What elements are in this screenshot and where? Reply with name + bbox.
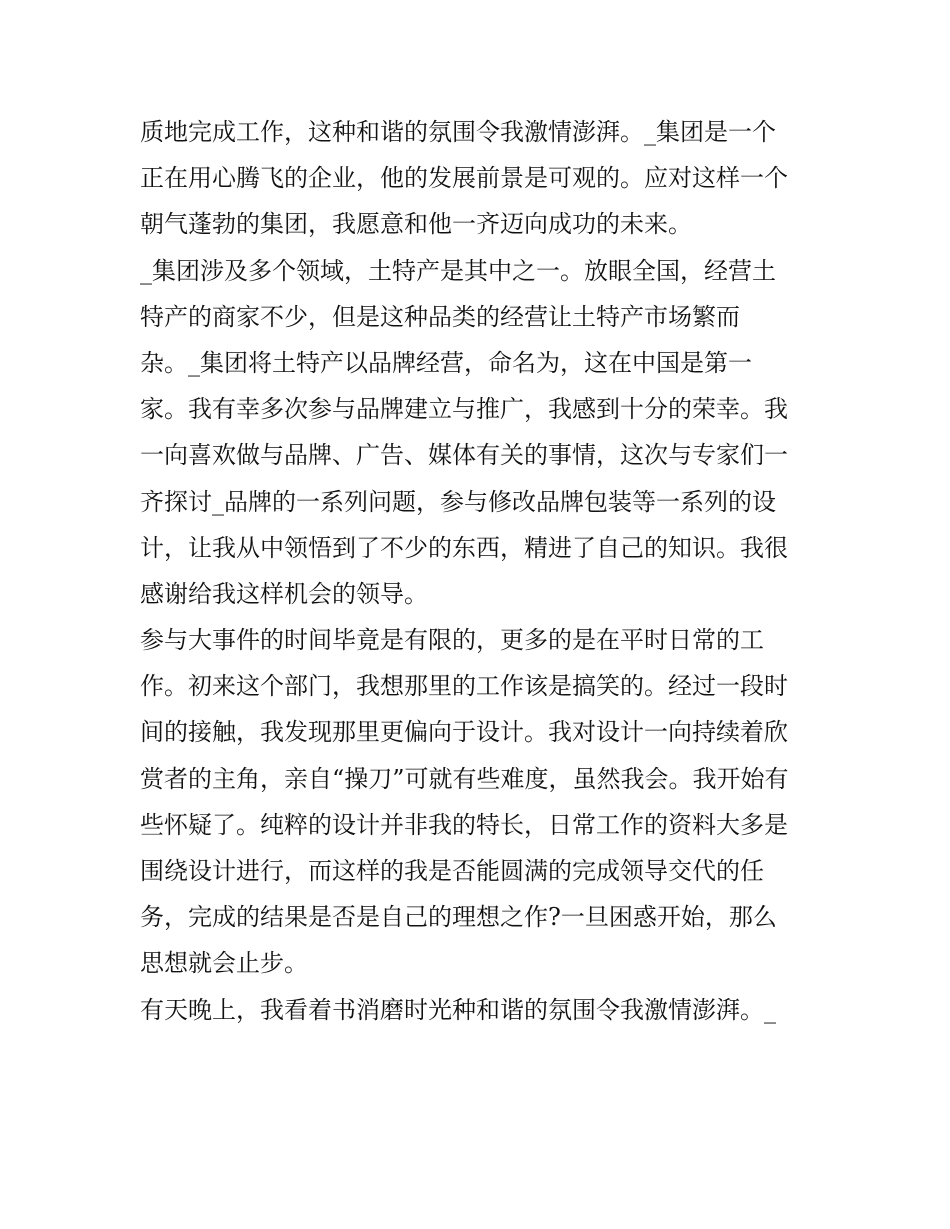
text-line: _集团涉及多个领域，土特产是其中之一。放眼全国，经营土 [140, 256, 776, 285]
text-line: 正在用心腾飞的企业，他的发展前景是可观的。应对这样一个 [140, 164, 788, 193]
text-line: 质地完成工作，这种和谐的氛围令我激情澎湃。_集团是一个 [140, 118, 776, 146]
text-line: 务，完成的结果是否是自己的理想之作?一旦困惑开始，那么 [140, 903, 777, 932]
text-line: 参与大事件的时间毕竟是有限的，更多的是在平时日常的工 [140, 626, 764, 655]
text-line: 赏者的主角，亲自“操刀”可就有些难度，虽然我会。我开始有 [140, 764, 789, 793]
text-line: 特产的商家不少，但是这种品类的经营让土特产市场繁而 [140, 302, 740, 331]
text-line: 些怀疑了。纯粹的设计并非我的特长，日常工作的资料大多是 [140, 810, 788, 839]
text-line: 间的接触，我发现那里更偏向于设计。我对设计一向持续着欣 [140, 718, 788, 747]
text-line: 朝气蓬勃的集团，我愿意和他一齐迈向成功的未来。 [140, 210, 692, 239]
body-text [140, 109, 820, 1033]
text-line: 一向喜欢做与品牌、广告、媒体有关的事情，这次与专家们一 [140, 441, 788, 470]
text-line: 感谢给我这样机会的领导。 [140, 579, 428, 608]
text-line: 作。初来这个部门，我想那里的工作该是搞笑的。经过一段时 [140, 672, 788, 701]
text-line: 计，让我从中领悟到了不少的东西，精进了自己的知识。我很 [140, 533, 788, 562]
text-line: 思想就会止步。 [140, 949, 308, 978]
text-line: 围绕设计进行，而这样的我是否能圆满的完成领导交代的任 [140, 857, 764, 885]
text-line: 齐探讨_品牌的一系列问题，参与修改品牌包装等一系列的设 [140, 487, 776, 516]
text-line: 有天晚上，我看着书消磨时光种和谐的氛围令我激情澎湃。_ [140, 995, 776, 1024]
text-line: 家。我有幸多次参与品牌建立与推广，我感到十分的荣幸。我 [140, 395, 788, 424]
text-line: 杂。_集团将土特产以品牌经营，命名为，这在中国是第一 [140, 348, 752, 377]
